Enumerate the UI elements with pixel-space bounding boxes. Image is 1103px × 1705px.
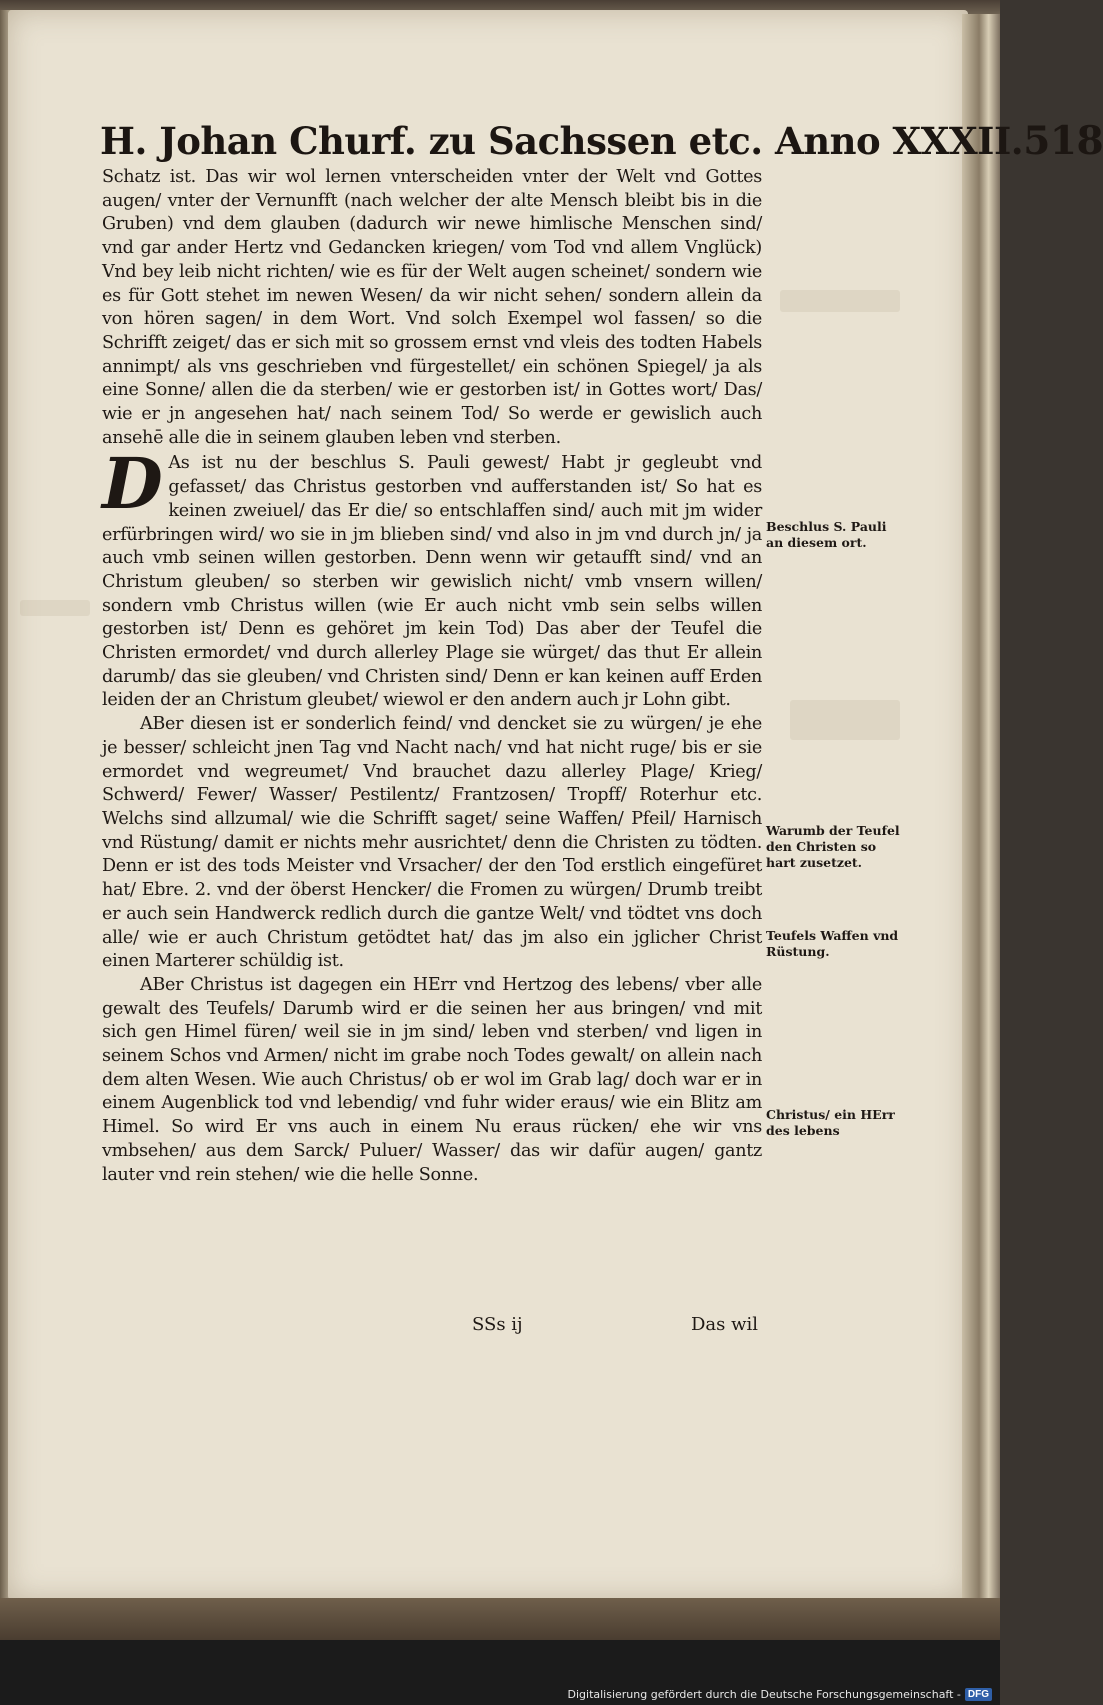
- paragraph: [102, 442, 762, 713]
- bleed-through-smudge: [790, 700, 900, 740]
- paragraph: [102, 166, 762, 450]
- paragraph: [102, 974, 762, 1187]
- scan-background: [0, 1640, 1000, 1705]
- footer-credit: [568, 1688, 993, 1701]
- catchword: Das wil: [690, 1314, 758, 1335]
- margin-note: Beschlus S. Pauli an diesem ort.: [766, 519, 887, 550]
- footer-credit-text: Digitalisierung gefördert durch die Deutsche Forschungsgemeinschaft -: [567, 1688, 961, 1701]
- paragraph-text: ABer diesen ist er sonderlich feind/ vnd dencket sie zu würgen/ je ehe je besser/ schleicht jnen Tag vnd Nacht nach/ vnd hat nicht ruge/ bis er sie ermordet vnd wegreumet/ Vnd brauchet dazu allerley Plage/ Krieg/ Schwerd/ Fewer/ Wasser/ Pestilentz/ Frantzosen/ Tropff/ Roterhur etc. Welchs sind allzumal/ wie die Schrifft saget/ seine Waffen/ Pfeil/ Harnisch vnd Rüstung/ damit er nichts mehr ausrichtet/ denn die Christen zu tödten. Denn er ist des tods Meister vnd Vrsacher/ der den Tod erstlich eingefüret hat/ Ebre. 2. vnd der öberst Hencker/ die Fromen zu würgen/ Drumb treibt er auch sein Handwerck redlich durch die gantze Welt/ vnd tödtet vns doch alle/ wie er auch Christum getödtet hat/ das jm also ein jglicher Christ einen Marterer schüldig ist.: [102, 714, 762, 972]
- bleed-through-smudge: [780, 290, 900, 312]
- paragraph-text: Schatz ist. Das wir wol lernen vnterscheiden vnter der Welt vnd Gottes augen/ vnter der Vernunfft (nach welcher der alte Mensch bleibt bis in die Gruben) vnd dem glauben (dadurch wir newe himlische Menschen sind/ vnd gar ander Hertz vnd Gedancken kriegen/ vom Tod vnd allem Vnglück) Vnd bey leib nicht richten/ wie es für der Welt augen scheinet/ sondern wie es für Gott stehet im newen Wesen/ da wir nicht sehen/ sondern allein da von hören sagen/ in dem Wort. Vnd solch Exempel wol fassen/ so die Schrifft zeiget/ das er sich mit so grossem ernst vnd vleis des todten Habels annimpt/ als vns geschrieben vnd fürgestellet/ ein schönen Spiegel/ ja als eine Sonne/ allen die da sterben/ wie er gestorben ist/ in Gottes wort/ Das/ wie er jn angesehen hat/ nach seinem Tod/ So werde er gewislich auch ansehē alle die in seinem glauben leben vnd sterben.: [102, 167, 762, 448]
- paragraph-text: ABer Christus ist dagegen ein HErr vnd Hertzog des lebens/ vber alle gewalt des Teufels/ Darumb wird er die seinen her aus bringen/ vnd mit sich gen Himel füren/ weil sie in jm sind/ leben vnd sterben/ vnd ligen in seinem Schos vnd Armen/ nicht im grabe noch Todes gewalt/ on allein nach dem alten Wesen. Wie auch Christus/ ob er wol im Grab lag/ doch war er in einem Augenblick tod vnd lebendig/ vnd fuhr wider eraus/ wie ein Blitz am Himel. So wird Er vns auch in einem Nu eraus rücken/ ehe wir vns vmbsehen/ aus dem Sarck/ Puluer/ Wasser/ das wir dafür augen/ gantz lauter vnd rein stehen/ wie die helle Sonne.: [102, 974, 762, 1185]
- paragraph: [102, 713, 762, 974]
- margin-note: Warumb der Teufel den Christen so hart zusetzet.: [766, 823, 900, 870]
- book-gutter: [962, 14, 1000, 1614]
- book-bottom-board: [0, 1598, 1000, 1640]
- margin-note: Teufels Waffen vnd Rüstung.: [766, 928, 899, 959]
- bleed-through-smudge: [20, 600, 90, 616]
- running-header: [100, 118, 1103, 168]
- running-title: H. Johan Churf. zu Sachssen etc. Anno XXXII.: [100, 119, 1024, 163]
- dfg-logo: DFG: [965, 1688, 992, 1701]
- signature-mark: SSs ij: [472, 1314, 523, 1335]
- main-text-column: [102, 166, 762, 1187]
- paragraph-text: As ist nu der beschlus S. Pauli gewest/ Habt jr gegleubt vnd gefasset/ das Christus gestorben vnd aufferstanden ist/ So hat es keinen zweiuel/ das Er die/ so entschlaffen sind/ auch mit jm wider erfürbringen wird/ wo sie in jm blieben sind/ vnd also in jm vnd durch jn/ ja auch vmb seinen willen gestorben. Denn wenn wir getaufft sind/ vnd an Christum gleuben/ so sterben wir gewislich nicht/ vmb vnsern willen/ sondern vmb Christus willen (wie Er auch nicht vmb sein selbs willen gestorben ist/ Denn es gehöret jm kein Tod) Das aber der Teufel die Christen ermordet/ vnd durch allerley Plage sie würget/ das thut Er allein darumb/ das sie gleuben/ vnd Christen sind/ Denn er kan keinen auff Erden leiden der an Christum gleubet/ wiewol er den andern auch jr Lohn gibt.: [102, 453, 762, 711]
- drop-cap: D: [102, 442, 163, 526]
- signature-line: [102, 1314, 762, 1340]
- margin-note: Christus/ ein HErr des lebens: [766, 1107, 895, 1138]
- page-number: 518: [1023, 118, 1103, 164]
